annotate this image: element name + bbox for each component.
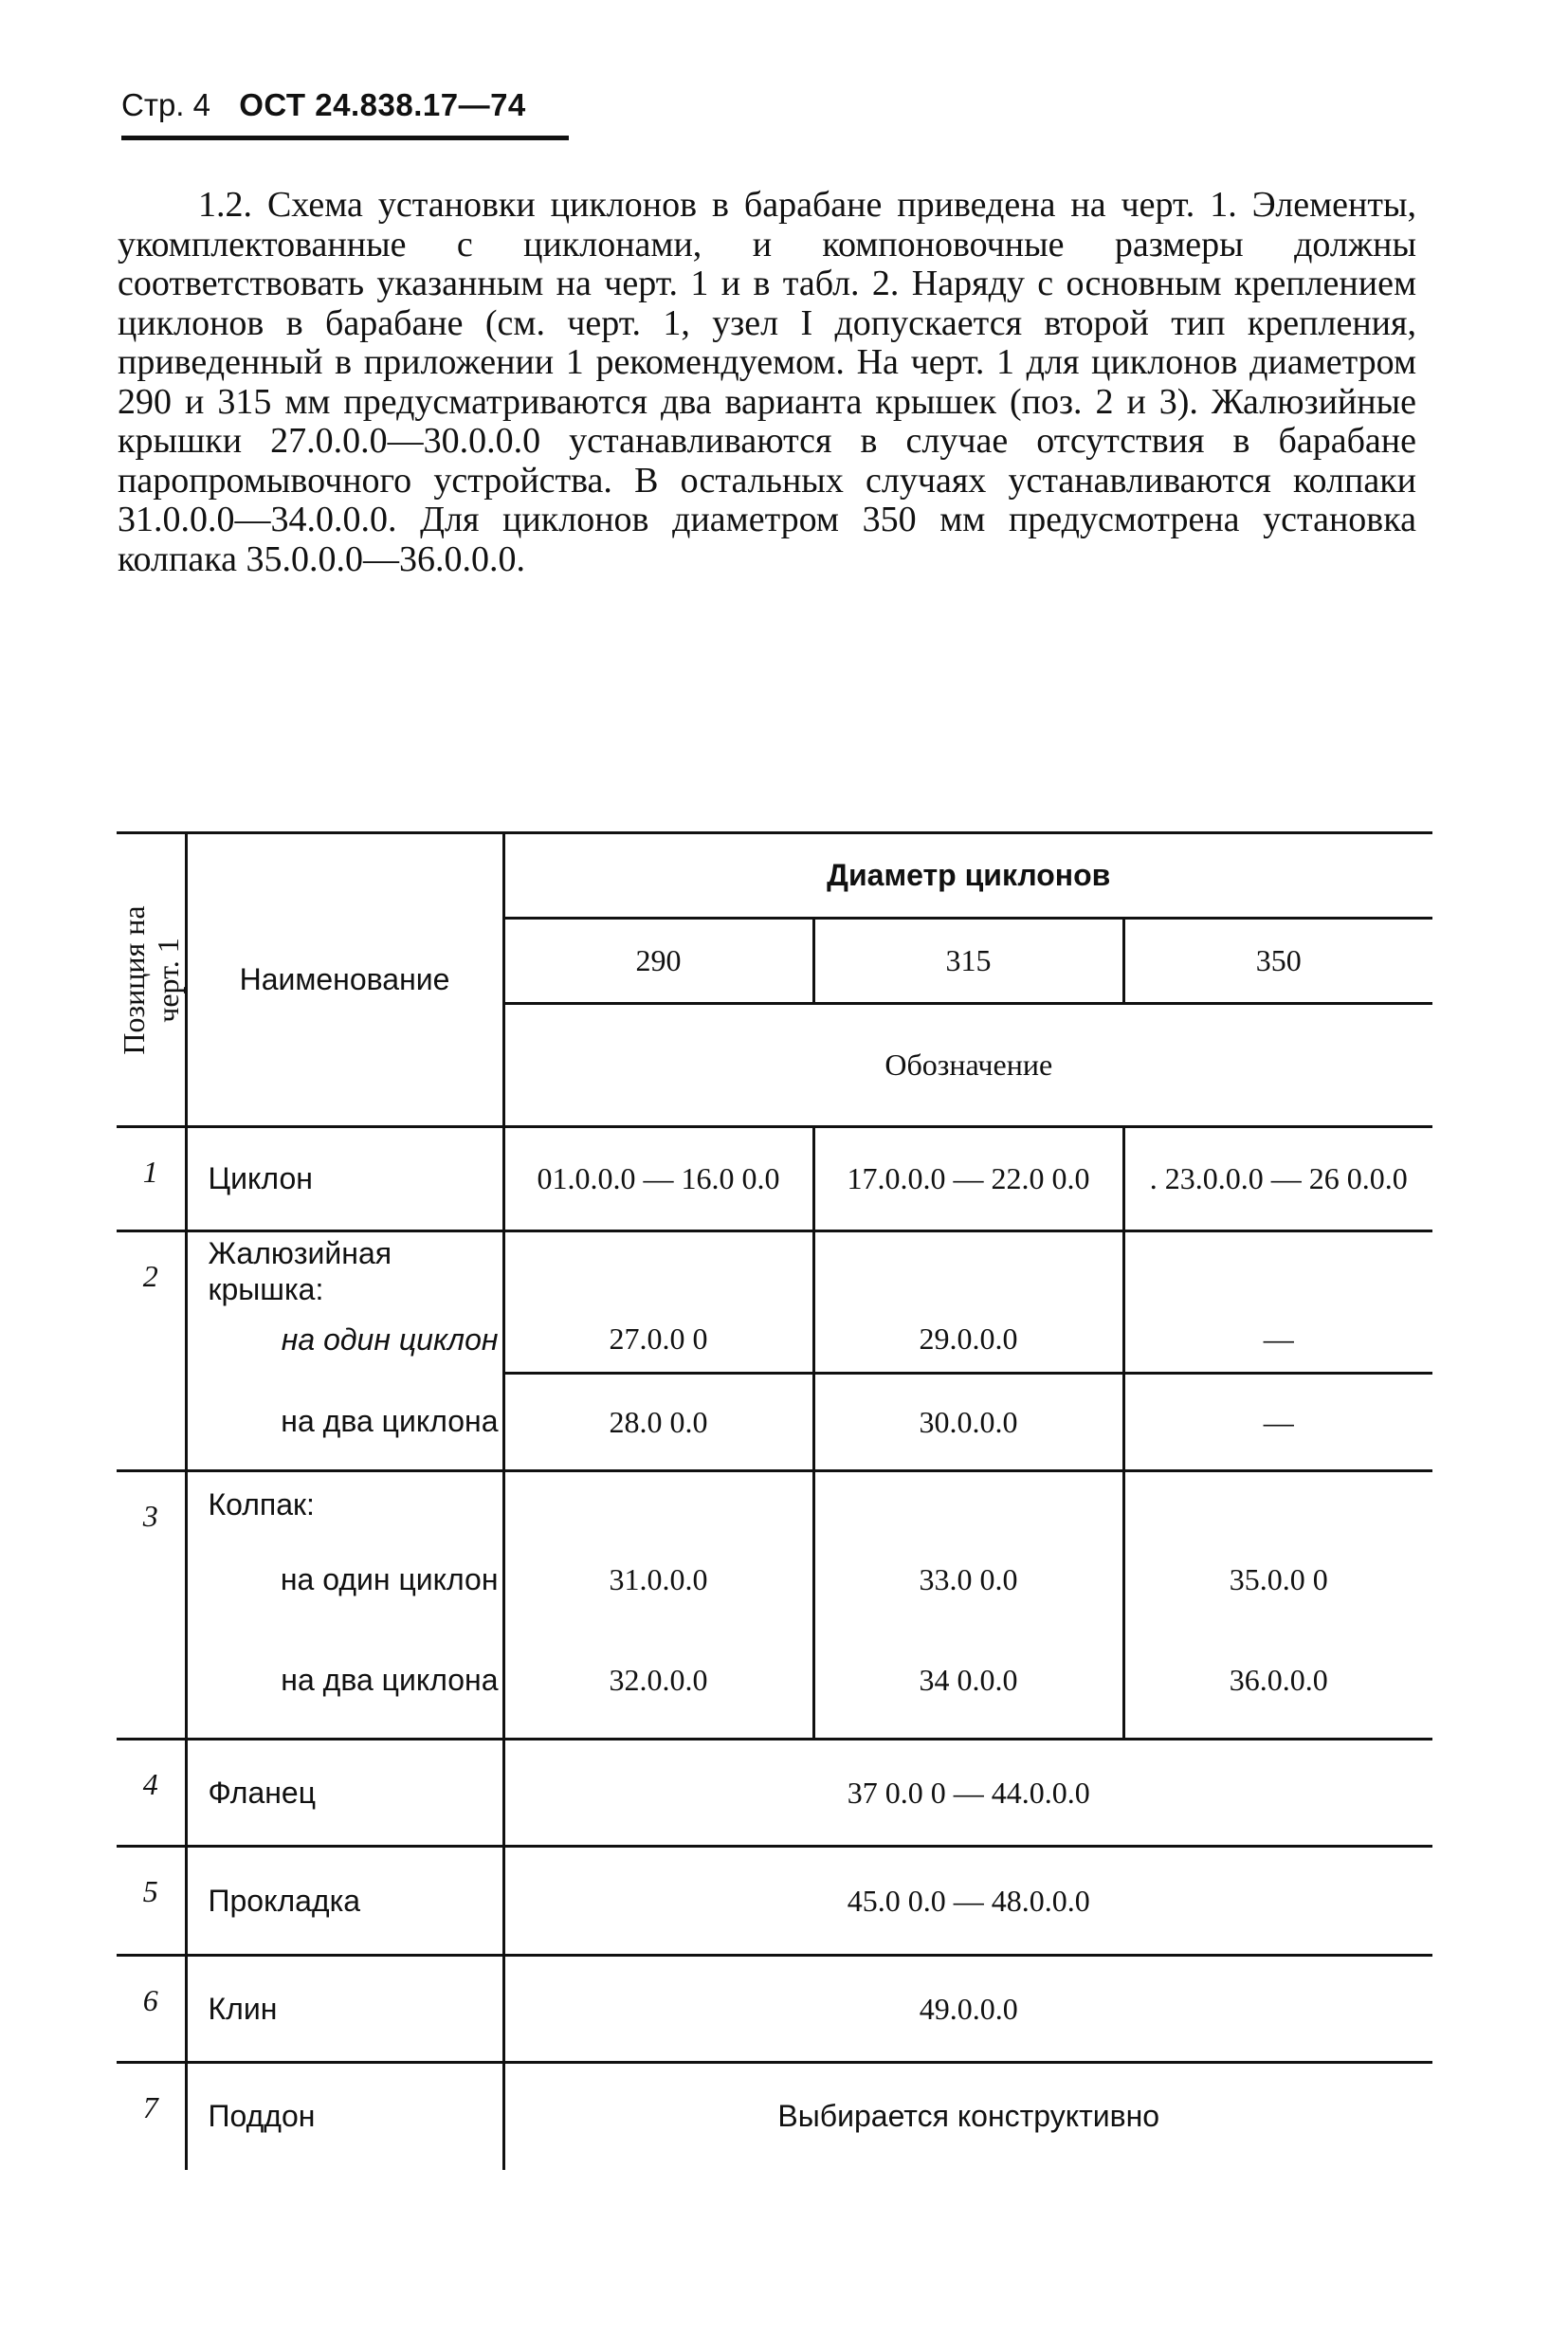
value-cell: 33.0 0.0 xyxy=(813,1538,1123,1623)
name-cell: Прокладка xyxy=(186,1847,503,1956)
value-cell: 29.0.0.0 xyxy=(813,1307,1123,1374)
name-cell: Циклон xyxy=(186,1127,503,1231)
sub-label-cell: на один циклон xyxy=(186,1538,503,1623)
standard-code: ОСТ 24.838.17—74 xyxy=(239,87,526,122)
table-row xyxy=(117,1307,1432,1374)
name-header: Наименование xyxy=(186,833,503,1127)
value-cell: 49.0.0.0 xyxy=(503,1956,1432,2063)
table-row xyxy=(117,2063,1432,2170)
table-row xyxy=(117,1127,1432,1231)
value-cell: 30.0.0.0 xyxy=(813,1374,1123,1471)
specification-table xyxy=(117,831,1432,2170)
table-header-row xyxy=(117,833,1432,919)
designation-header: Обозначение xyxy=(884,1048,1053,1082)
value-cell: 32.0.0.0 xyxy=(503,1623,813,1740)
sub-label-cell: на два циклона xyxy=(186,1623,503,1740)
value-cell: . 23.0.0.0 — 26 0.0.0 xyxy=(1123,1127,1432,1231)
table-row xyxy=(117,1740,1432,1847)
table-row xyxy=(117,1471,1432,1538)
value-cell: 27.0.0 0 xyxy=(503,1307,813,1374)
name-cell: Фланец xyxy=(186,1740,503,1847)
value-cell: — xyxy=(1123,1374,1432,1471)
position-cell: 6 xyxy=(117,1956,186,2063)
position-cell: 3 xyxy=(117,1471,186,1740)
page-header xyxy=(121,87,526,124)
value-cell: Выбирается конструктивно xyxy=(503,2063,1432,2170)
value-cell: 35.0.0 0 xyxy=(1229,1562,1328,1596)
diameter-header: Диаметр циклонов xyxy=(503,833,1432,919)
header-rule xyxy=(121,136,569,140)
position-cell: 1 xyxy=(117,1127,186,1231)
value-cell: 36.0.0.0 xyxy=(1229,1662,1328,1697)
value-cell: — xyxy=(1263,1321,1294,1357)
table-row xyxy=(117,1538,1432,1623)
value-cell: 01.0.0.0 — 16.0 0.0 xyxy=(503,1127,813,1231)
sub-label-cell: на два циклона xyxy=(186,1374,503,1471)
name-cell: Колпак: xyxy=(186,1471,503,1538)
position-cell: 7 xyxy=(117,2063,186,2170)
value-cell: 17.0.0.0 — 22.0 0.0 xyxy=(813,1127,1123,1231)
value-cell: 28.0 0.0 xyxy=(503,1374,813,1471)
body-paragraph: 1.2. Схема установки циклонов в барабане приведена на черт. 1. Элементы, укомплектованные с циклонами, и компоновочные размеры должны соответствовать указанным на черт. 1 и в табл. 2. Наряду с основным креплением циклонов в барабане (см. черт. 1, узел I допускается второй тип крепления, приведенный в приложении 1 рекомендуемом. На черт. 1 для циклонов диаметром 290 и 315 мм предусматриваются два варианта крышек (поз. 2 и 3). Жалюзийные крышки 27.0.0.0—30.0.0.0 устанавливаются в случае отсутствия в барабане паропромывочного устройства. В остальных случаях устанавливаются колпаки 31.0.0.0—34.0.0.0. Для циклонов диаметром 350 мм предусмотрена установка колпака 35.0.0.0—36.0.0.0. xyxy=(118,185,1416,579)
value-cell: 34 0.0.0 xyxy=(813,1623,1123,1740)
value-cell: 31.0.0.0 xyxy=(503,1538,813,1623)
table-row xyxy=(117,1231,1432,1307)
position-cell: 4 xyxy=(117,1740,186,1847)
table-row xyxy=(117,1956,1432,2063)
table-row xyxy=(117,1374,1432,1471)
value-cell: 45.0 0.0 — 48.0.0.0 xyxy=(503,1847,1432,1956)
table-row xyxy=(117,1847,1432,1956)
position-cell: 2 xyxy=(117,1231,186,1471)
table-row xyxy=(117,1623,1432,1740)
name-cell: Жалюзийная крышка: xyxy=(186,1231,503,1307)
name-cell: Поддон xyxy=(186,2063,503,2170)
page-number: Стр. 4 xyxy=(121,87,210,122)
name-cell: Клин xyxy=(186,1956,503,2063)
value-cell: 37 0.0 0 — 44.0.0.0 xyxy=(503,1740,1432,1847)
diameter-315-header: 315 xyxy=(813,919,1123,1004)
diameter-290-header: 290 xyxy=(503,919,813,1004)
position-header-cell xyxy=(117,833,186,1127)
position-header: Позиция на черт. 1 xyxy=(116,904,185,1055)
diameter-350-header: 350 xyxy=(1123,919,1432,1004)
position-cell: 5 xyxy=(117,1847,186,1956)
sub-label-cell: на один циклон xyxy=(186,1307,503,1374)
